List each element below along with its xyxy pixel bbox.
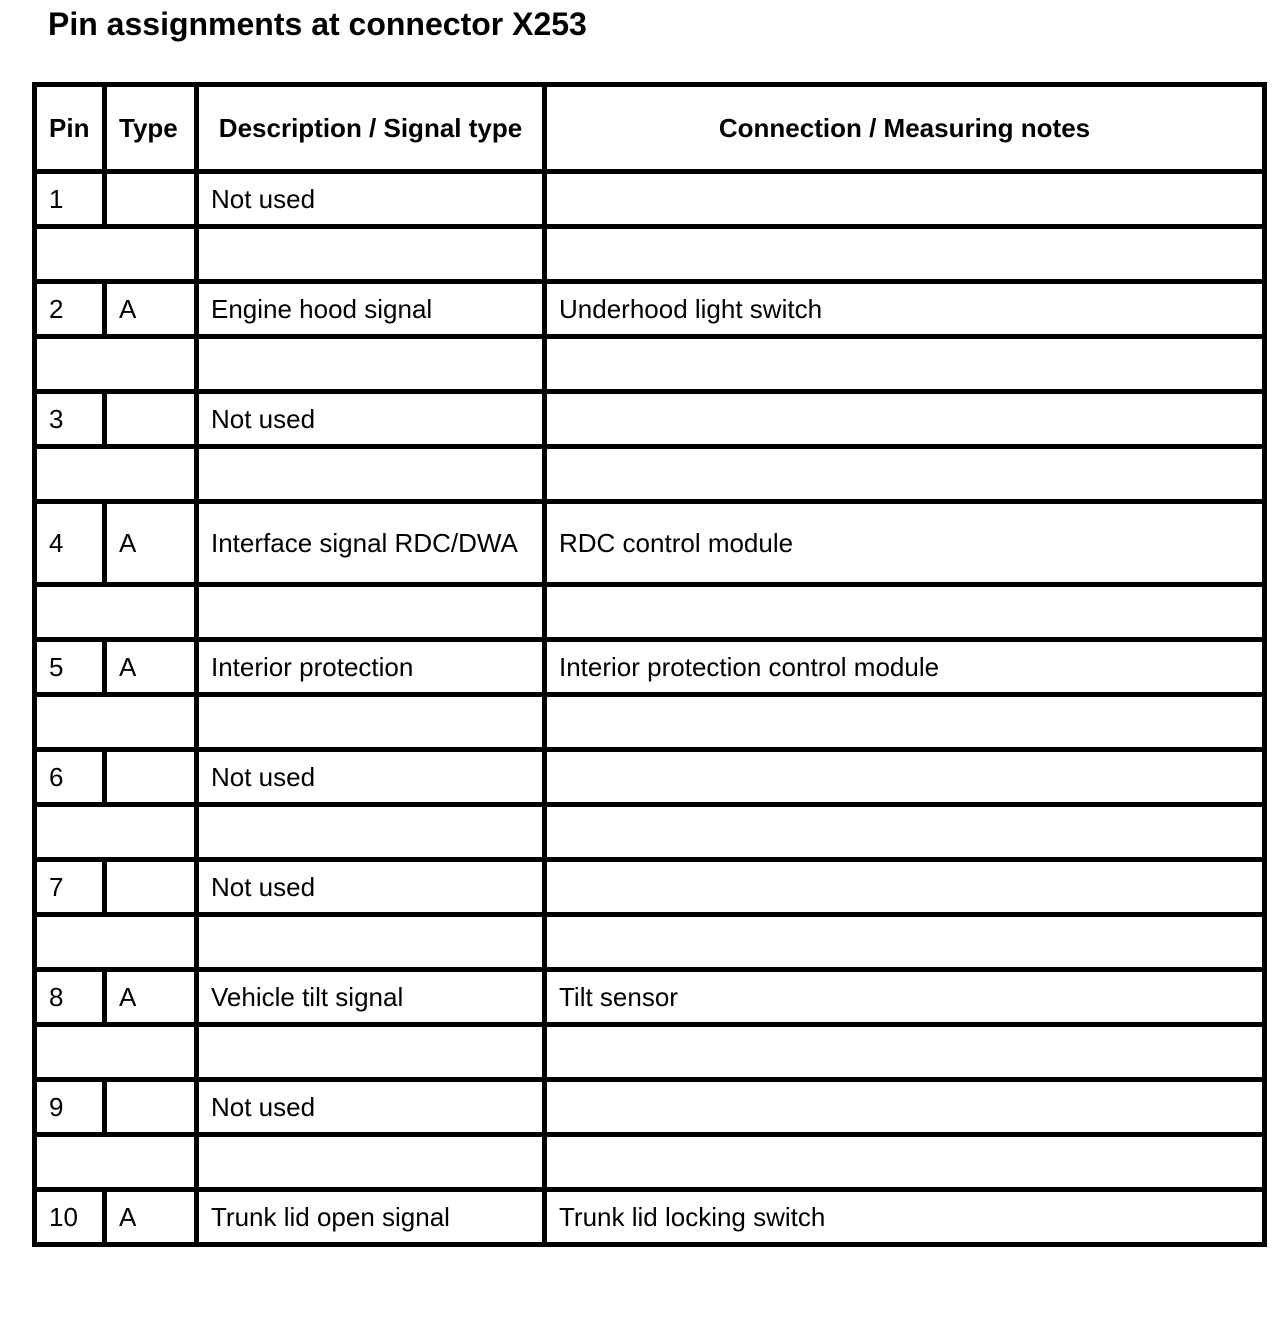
type-cell bbox=[105, 172, 197, 227]
pin-assignment-table bbox=[32, 82, 1267, 1247]
table-row bbox=[35, 172, 1265, 227]
spacer-row bbox=[35, 695, 1265, 750]
pin-cell: 10 bbox=[35, 1190, 105, 1245]
description-cell: Interface signal RDC/DWA bbox=[197, 502, 545, 585]
header-pin: Pin bbox=[35, 85, 105, 172]
description-cell: Not used bbox=[197, 860, 545, 915]
type-cell bbox=[105, 860, 197, 915]
description-cell: Trunk lid open signal bbox=[197, 1190, 545, 1245]
header-description: Description / Signal type bbox=[197, 85, 545, 172]
type-cell: A bbox=[105, 1190, 197, 1245]
connection-cell: Underhood light switch bbox=[545, 282, 1265, 337]
description-cell: Interior protection bbox=[197, 640, 545, 695]
connection-cell: Interior protection control module bbox=[545, 640, 1265, 695]
table-row bbox=[35, 1190, 1265, 1245]
description-cell: Vehicle tilt signal bbox=[197, 970, 545, 1025]
description-cell: Not used bbox=[197, 172, 545, 227]
type-cell: A bbox=[105, 640, 197, 695]
pin-cell: 6 bbox=[35, 750, 105, 805]
header-connection: Connection / Measuring notes bbox=[545, 85, 1265, 172]
pin-cell: 9 bbox=[35, 1080, 105, 1135]
connection-cell: RDC control module bbox=[545, 502, 1265, 585]
type-cell: A bbox=[105, 502, 197, 585]
pin-cell: 5 bbox=[35, 640, 105, 695]
type-cell bbox=[105, 1080, 197, 1135]
description-cell: Not used bbox=[197, 392, 545, 447]
connection-cell: Trunk lid locking switch bbox=[545, 1190, 1265, 1245]
connection-cell bbox=[545, 860, 1265, 915]
spacer-row bbox=[35, 227, 1265, 282]
table-row bbox=[35, 750, 1265, 805]
table-row bbox=[35, 502, 1265, 585]
spacer-row bbox=[35, 1025, 1265, 1080]
header-row bbox=[35, 85, 1265, 172]
type-cell bbox=[105, 750, 197, 805]
connection-cell: Tilt sensor bbox=[545, 970, 1265, 1025]
spacer-row bbox=[35, 915, 1265, 970]
spacer-row bbox=[35, 585, 1265, 640]
pin-cell: 3 bbox=[35, 392, 105, 447]
type-cell: A bbox=[105, 282, 197, 337]
pin-cell: 1 bbox=[35, 172, 105, 227]
header-type: Type bbox=[105, 85, 197, 172]
table-row bbox=[35, 282, 1265, 337]
connection-cell bbox=[545, 1080, 1265, 1135]
spacer-row bbox=[35, 805, 1265, 860]
table-row bbox=[35, 640, 1265, 695]
spacer-row bbox=[35, 447, 1265, 502]
spacer-row bbox=[35, 337, 1265, 392]
pin-cell: 2 bbox=[35, 282, 105, 337]
spacer-row bbox=[35, 1135, 1265, 1190]
connection-cell bbox=[545, 172, 1265, 227]
description-cell: Engine hood signal bbox=[197, 282, 545, 337]
connection-cell bbox=[545, 750, 1265, 805]
pin-cell: 4 bbox=[35, 502, 105, 585]
page-title: Pin assignments at connector X253 bbox=[48, 6, 587, 42]
type-cell: A bbox=[105, 970, 197, 1025]
table-row bbox=[35, 970, 1265, 1025]
table-row bbox=[35, 392, 1265, 447]
pin-cell: 7 bbox=[35, 860, 105, 915]
type-cell bbox=[105, 392, 197, 447]
pin-cell: 8 bbox=[35, 970, 105, 1025]
table-row bbox=[35, 1080, 1265, 1135]
connection-cell bbox=[545, 392, 1265, 447]
table-row bbox=[35, 860, 1265, 915]
description-cell: Not used bbox=[197, 1080, 545, 1135]
description-cell: Not used bbox=[197, 750, 545, 805]
